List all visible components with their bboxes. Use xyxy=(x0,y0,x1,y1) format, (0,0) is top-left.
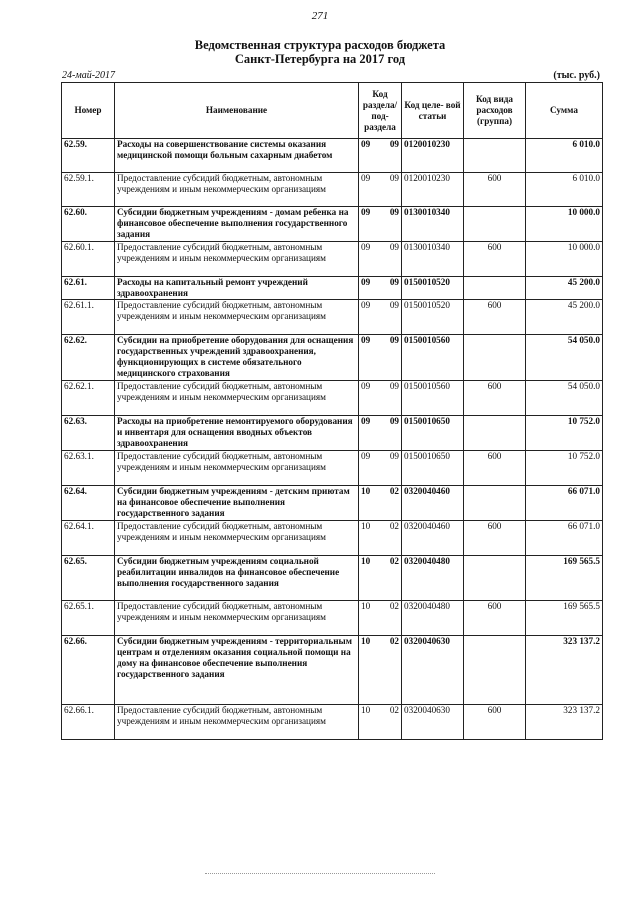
row-expense-type-code: 600 xyxy=(464,521,526,556)
row-razdel: 09 xyxy=(361,381,371,391)
row-razdel: 09 xyxy=(361,451,371,461)
row-razdel: 09 xyxy=(361,416,371,426)
header-name: Наименование xyxy=(115,83,359,139)
header-sum: Сумма xyxy=(526,83,603,139)
row-sum: 45 200.0 xyxy=(526,300,603,335)
row-section-code xyxy=(359,521,402,556)
row-name: Субсидии на приобретение оборудования для оснащения государственных учреждений здравоохранения, функционирующих в системе обязательного медицинского страхования xyxy=(115,335,359,381)
page-number: 271 xyxy=(311,10,329,22)
table-row-subitem xyxy=(62,173,603,207)
table-row-subitem xyxy=(62,521,603,556)
row-target-code: 0120010230 xyxy=(402,139,464,173)
row-name: Предоставление субсидий бюджетным, автономным учреждениям и иным некоммерческим организациям xyxy=(115,705,359,740)
row-expense-type-code: 600 xyxy=(464,173,526,207)
row-name: Предоставление субсидий бюджетным, автономным учреждениям и иным некоммерческим организациям xyxy=(115,521,359,556)
title-line-2: Санкт-Петербурга на 2017 год xyxy=(234,52,406,66)
row-number: 62.65. xyxy=(62,556,115,601)
row-section-code xyxy=(359,242,402,277)
row-razdel: 09 xyxy=(361,335,371,345)
row-name: Расходы на совершенствование системы оказания медицинской помощи больным сахарным диабетом xyxy=(115,139,359,173)
table-header-row xyxy=(62,83,603,139)
row-sum: 10 000.0 xyxy=(526,242,603,277)
row-number: 62.61. xyxy=(62,277,115,300)
row-number: 62.66.1. xyxy=(62,705,115,740)
row-sum: 169 565.5 xyxy=(526,601,603,636)
table-row-subitem xyxy=(62,451,603,486)
row-name: Предоставление субсидий бюджетным, автономным учреждениям и иным некоммерческим организациям xyxy=(115,173,359,207)
row-section-code xyxy=(359,601,402,636)
row-expense-type-code xyxy=(464,416,526,451)
row-razdel: 10 xyxy=(361,521,371,531)
row-expense-type-code: 600 xyxy=(464,242,526,277)
row-section-code xyxy=(359,556,402,601)
row-sum: 10 752.0 xyxy=(526,451,603,486)
budget-table xyxy=(61,82,603,740)
row-target-code: 0150010560 xyxy=(402,335,464,381)
row-section-code xyxy=(359,705,402,740)
row-sum: 66 071.0 xyxy=(526,486,603,521)
row-number: 62.64.1. xyxy=(62,521,115,556)
header-number: Номер xyxy=(62,83,115,139)
row-expense-type-code: 600 xyxy=(464,300,526,335)
row-expense-type-code xyxy=(464,139,526,173)
row-target-code: 0150010650 xyxy=(402,451,464,486)
row-section-code xyxy=(359,207,402,242)
document-date: 24-май-2017 xyxy=(62,70,116,81)
row-podrazdel: 09 xyxy=(389,139,399,149)
row-number: 62.65.1. xyxy=(62,601,115,636)
row-section-code xyxy=(359,381,402,416)
row-section-code xyxy=(359,335,402,381)
row-podrazdel: 02 xyxy=(389,705,399,715)
row-number: 62.60.1. xyxy=(62,242,115,277)
table-body xyxy=(62,139,603,740)
row-target-code: 0150010520 xyxy=(402,277,464,300)
row-name: Расходы на приобретение немонтируемого оборудования и инвентаря для оснащения вводных объектов здравоохранения xyxy=(115,416,359,451)
row-section-code xyxy=(359,451,402,486)
row-podrazdel: 02 xyxy=(389,636,399,646)
units-label: (тыс. руб.) xyxy=(553,70,600,81)
row-expense-type-code xyxy=(464,556,526,601)
row-razdel: 10 xyxy=(361,556,371,566)
table-row-item xyxy=(62,636,603,705)
row-name: Субсидии бюджетным учреждениям социальной реабилитации инвалидов на финансовое обеспечение выполнения государственного задания xyxy=(115,556,359,601)
row-podrazdel: 02 xyxy=(389,556,399,566)
row-name: Субсидии бюджетным учреждениям - территориальным центрам и отделениям оказания социальной помощи на дому на финансовое обеспечение выполнения государственного задания xyxy=(115,636,359,705)
row-podrazdel: 02 xyxy=(389,486,399,496)
row-name: Расходы на капитальный ремонт учреждений здравоохранения xyxy=(115,277,359,300)
table-row-subitem xyxy=(62,242,603,277)
row-target-code: 0320040630 xyxy=(402,705,464,740)
row-expense-type-code xyxy=(464,636,526,705)
table-row-item xyxy=(62,556,603,601)
row-expense-type-code xyxy=(464,335,526,381)
row-section-code xyxy=(359,139,402,173)
row-sum: 54 050.0 xyxy=(526,335,603,381)
row-podrazdel: 02 xyxy=(389,601,399,611)
table-row-item xyxy=(62,486,603,521)
row-podrazdel: 09 xyxy=(389,242,399,252)
row-sum: 66 071.0 xyxy=(526,521,603,556)
row-number: 62.59.1. xyxy=(62,173,115,207)
row-expense-type-code: 600 xyxy=(464,705,526,740)
row-name: Субсидии бюджетным учреждениям - домам ребенка на финансовое обеспечение выполнения государственного задания xyxy=(115,207,359,242)
row-razdel: 10 xyxy=(361,486,371,496)
row-razdel: 09 xyxy=(361,207,371,217)
row-name: Предоставление субсидий бюджетным, автономным учреждениям и иным некоммерческим организациям xyxy=(115,300,359,335)
row-razdel: 10 xyxy=(361,705,371,715)
row-expense-type-code: 600 xyxy=(464,451,526,486)
row-podrazdel: 09 xyxy=(389,173,399,183)
table-row-subitem xyxy=(62,601,603,636)
table-row-item xyxy=(62,207,603,242)
row-expense-type-code: 600 xyxy=(464,601,526,636)
row-podrazdel: 09 xyxy=(389,381,399,391)
document-title xyxy=(0,38,640,66)
row-number: 62.62. xyxy=(62,335,115,381)
row-sum: 54 050.0 xyxy=(526,381,603,416)
row-sum: 169 565.5 xyxy=(526,556,603,601)
row-number: 62.66. xyxy=(62,636,115,705)
row-sum: 6 010.0 xyxy=(526,173,603,207)
header-section-code: Код раздела/ под- раздела xyxy=(359,83,402,139)
row-section-code xyxy=(359,300,402,335)
row-number: 62.60. xyxy=(62,207,115,242)
row-expense-type-code: 600 xyxy=(464,381,526,416)
row-section-code xyxy=(359,636,402,705)
row-sum: 10 000.0 xyxy=(526,207,603,242)
row-razdel: 09 xyxy=(361,277,371,287)
row-sum: 10 752.0 xyxy=(526,416,603,451)
row-razdel: 09 xyxy=(361,300,371,310)
table-row-subitem xyxy=(62,300,603,335)
row-podrazdel: 09 xyxy=(389,335,399,345)
row-number: 62.63.1. xyxy=(62,451,115,486)
row-sum: 323 137.2 xyxy=(526,636,603,705)
row-target-code: 0320040630 xyxy=(402,636,464,705)
row-target-code: 0150010560 xyxy=(402,381,464,416)
row-number: 62.62.1. xyxy=(62,381,115,416)
row-razdel: 10 xyxy=(361,601,371,611)
header-target-code: Код целе- вой статьи xyxy=(402,83,464,139)
table-row-item xyxy=(62,335,603,381)
row-razdel: 10 xyxy=(361,636,371,646)
row-section-code xyxy=(359,277,402,300)
table-row-subitem xyxy=(62,705,603,740)
row-target-code: 0120010230 xyxy=(402,173,464,207)
row-number: 62.63. xyxy=(62,416,115,451)
row-podrazdel: 09 xyxy=(389,451,399,461)
row-sum: 323 137.2 xyxy=(526,705,603,740)
row-podrazdel: 09 xyxy=(389,277,399,287)
row-name: Предоставление субсидий бюджетным, автономным учреждениям и иным некоммерческим организациям xyxy=(115,381,359,416)
row-target-code: 0150010650 xyxy=(402,416,464,451)
row-target-code: 0150010520 xyxy=(402,300,464,335)
row-expense-type-code xyxy=(464,277,526,300)
bottom-scan-mark xyxy=(205,873,435,875)
row-target-code: 0320040480 xyxy=(402,601,464,636)
row-podrazdel: 09 xyxy=(389,207,399,217)
row-podrazdel: 02 xyxy=(389,521,399,531)
row-razdel: 09 xyxy=(361,242,371,252)
title-line-1: Ведомственная структура расходов бюджета xyxy=(194,38,446,52)
row-razdel: 09 xyxy=(361,139,371,149)
row-target-code: 0320040480 xyxy=(402,556,464,601)
table-row-subitem xyxy=(62,381,603,416)
row-sum: 45 200.0 xyxy=(526,277,603,300)
row-section-code xyxy=(359,486,402,521)
table-row-item xyxy=(62,416,603,451)
row-sum: 6 010.0 xyxy=(526,139,603,173)
row-name: Субсидии бюджетным учреждениям - детским приютам на финансовое обеспечение выполнения государственного задания xyxy=(115,486,359,521)
row-name: Предоставление субсидий бюджетным, автономным учреждениям и иным некоммерческим организациям xyxy=(115,242,359,277)
row-target-code: 0320040460 xyxy=(402,521,464,556)
row-number: 62.59. xyxy=(62,139,115,173)
table-row-item xyxy=(62,139,603,173)
row-target-code: 0130010340 xyxy=(402,207,464,242)
row-section-code xyxy=(359,173,402,207)
row-name: Предоставление субсидий бюджетным, автономным учреждениям и иным некоммерческим организациям xyxy=(115,451,359,486)
row-target-code: 0320040460 xyxy=(402,486,464,521)
table-row-item xyxy=(62,277,603,300)
row-number: 62.64. xyxy=(62,486,115,521)
row-expense-type-code xyxy=(464,207,526,242)
row-podrazdel: 09 xyxy=(389,300,399,310)
row-number: 62.61.1. xyxy=(62,300,115,335)
row-name: Предоставление субсидий бюджетным, автономным учреждениям и иным некоммерческим организациям xyxy=(115,601,359,636)
row-target-code: 0130010340 xyxy=(402,242,464,277)
row-razdel: 09 xyxy=(361,173,371,183)
row-podrazdel: 09 xyxy=(389,416,399,426)
header-expense-type-code: Код вида расходов (группа) xyxy=(464,83,526,139)
row-section-code xyxy=(359,416,402,451)
row-expense-type-code xyxy=(464,486,526,521)
